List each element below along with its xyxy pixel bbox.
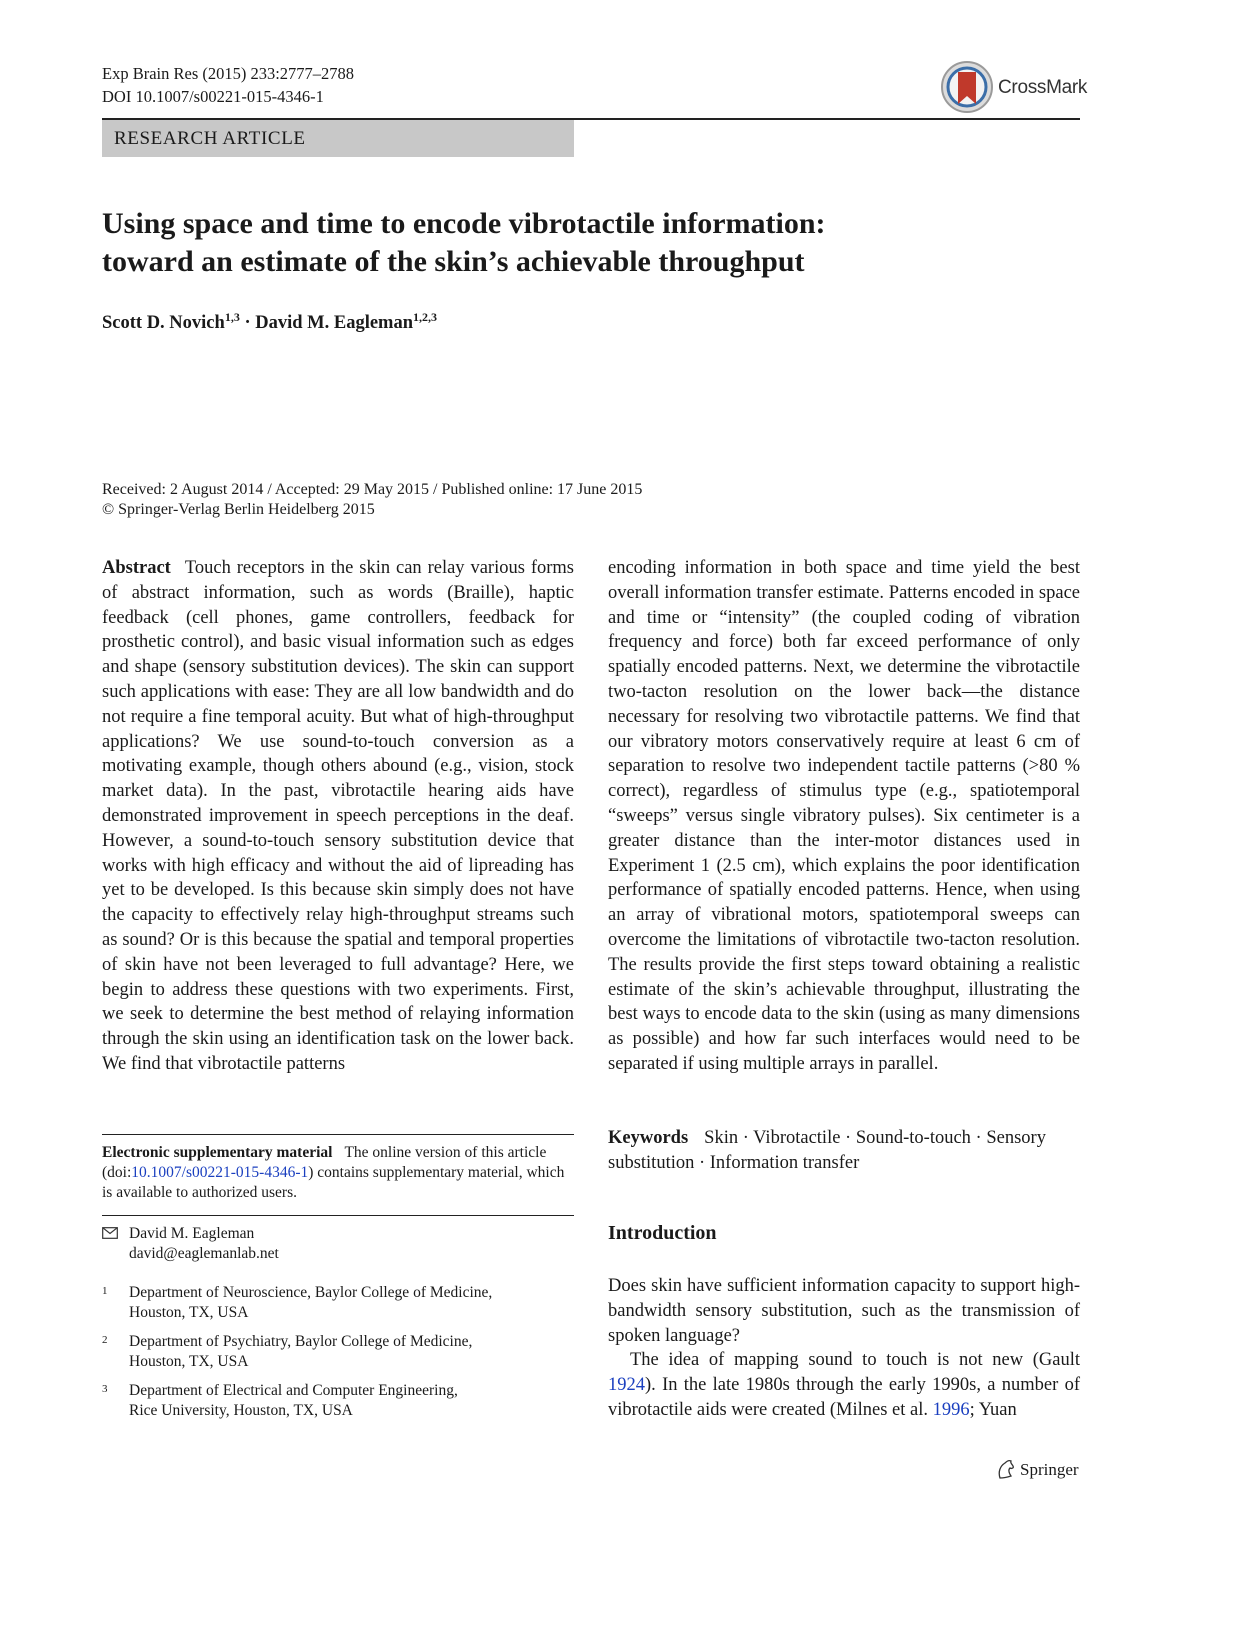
abstract-text-left: Touch receptors in the skin can relay various forms of abstract information, such as words (Braille), haptic feedback (cell phones, game controllers, feedback for prosthetic control), and basic visual information such as edges and shape (sensory substitution devices). The skin can support such applications with ease: They are all low bandwidth and do not require a fine temporal acuity. But what of high-throughput applications? We use sound-to-touch conversion as a motivating example, though others abound (e.g., vision, stock market data). In the past, vibrotactile hearing aids have demonstrated improvement in speech perceptions in the deaf. However, a sound-to-touch sensory substitution device that works with high efficacy and without the aid of lipreading has yet to be developed. Is this because skin simply does not have the capacity to effectively relay high-throughput streams such as sound? Or is this because the spatial and temporal properties of skin have not been leveraged to full advantage? Here, we begin to address these questions with two experiments. First, we seek to determine the best method of relaying information through the skin using an identification task on the lower back. We find that vibrotactile patterns bbox=[102, 558, 574, 1074]
article-title bbox=[102, 205, 1102, 281]
keywords-text: Skin · Vibrotactile · Sound-to-touch · Sensory substitution · Information transfer bbox=[608, 1128, 1046, 1173]
contact-name: David M. Eagleman bbox=[129, 1225, 255, 1242]
introduction-heading: Introduction bbox=[608, 1222, 717, 1244]
envelope-icon bbox=[102, 1227, 118, 1239]
citation-link-milnes[interactable]: 1996 bbox=[932, 1399, 970, 1420]
affiliation-3 bbox=[102, 1381, 574, 1423]
affiliation-line: Department of Electrical and Computer Engineering, bbox=[129, 1382, 458, 1399]
author-list bbox=[102, 310, 437, 334]
citation-link-gault[interactable]: 1924 bbox=[608, 1375, 645, 1396]
author-novich[interactable]: Scott D. Novich bbox=[102, 313, 225, 334]
doi-link[interactable]: 10.1007/s00221-015-4346-1 bbox=[131, 1164, 309, 1181]
intro-text-segment: ; Yuan bbox=[969, 1399, 1017, 1420]
affiliation-1 bbox=[102, 1283, 574, 1325]
affiliation-2 bbox=[102, 1332, 574, 1374]
affiliation-number: 3 bbox=[102, 1383, 108, 1395]
esm-text: ) contains supplementary material, which is available to authorized users. bbox=[102, 1164, 565, 1201]
contact-details bbox=[129, 1224, 279, 1264]
affiliation-line: Department of Psychiatry, Baylor College of Medicine, bbox=[129, 1333, 473, 1350]
author-separator: · bbox=[239, 313, 256, 334]
affiliation-line: Houston, TX, USA bbox=[129, 1353, 249, 1370]
publication-dates bbox=[102, 480, 642, 520]
intro-text-segment: The idea of mapping sound to touch is not new (Gault bbox=[630, 1350, 1080, 1371]
corresponding-author bbox=[102, 1224, 574, 1266]
author-eagleman[interactable]: David M. Eagleman bbox=[255, 313, 413, 334]
contact-email[interactable]: david@eaglemanlab.net bbox=[129, 1245, 279, 1262]
esm-text: The online version of this article (doi: bbox=[102, 1144, 547, 1181]
copyright-line: © Springer-Verlag Berlin Heidelberg 2015 bbox=[102, 501, 375, 518]
keywords-heading: Keywords bbox=[608, 1128, 689, 1148]
keywords bbox=[608, 1126, 1080, 1176]
crossmark-badge[interactable] bbox=[940, 60, 1088, 112]
abstract-heading: Abstract bbox=[102, 558, 171, 578]
crossmark-label: CrossMark bbox=[998, 77, 1088, 98]
author-affiliation-marks: 1,2,3 bbox=[413, 310, 437, 324]
footnote-rule bbox=[102, 1134, 574, 1135]
journal-citation bbox=[102, 62, 354, 108]
esm-heading: Electronic supplementary material bbox=[102, 1144, 333, 1161]
doi-line: DOI 10.1007/s00221-015-4346-1 bbox=[102, 87, 324, 106]
publisher-name: Springer bbox=[1020, 1460, 1079, 1479]
crossmark-icon bbox=[940, 60, 994, 114]
journal-reference: Exp Brain Res (2015) 233:2777–2788 bbox=[102, 64, 355, 83]
affiliation-line: Houston, TX, USA bbox=[129, 1304, 249, 1321]
history-dates: Received: 2 August 2014 / Accepted: 29 May 2015 / Published online: 17 June 2015 bbox=[102, 481, 643, 498]
affiliation-line: Department of Neuroscience, Baylor College of Medicine, bbox=[129, 1284, 493, 1301]
intro-text-segment: ). In the late 1980s through the early 1990s, a number of vibrotactile aids were created (Milnes et al. bbox=[608, 1375, 1080, 1420]
title-line-2: toward an estimate of the skin’s achievable throughput bbox=[102, 245, 805, 278]
article-type-banner: RESEARCH ARTICLE bbox=[102, 120, 574, 157]
supplementary-note bbox=[102, 1143, 574, 1203]
abstract-left-column bbox=[102, 556, 574, 1077]
abstract-right-column bbox=[608, 556, 1080, 1077]
footnote-rule bbox=[102, 1215, 574, 1216]
affiliation-number: 2 bbox=[102, 1334, 108, 1346]
introduction-text bbox=[608, 1274, 1080, 1423]
abstract-text-right: encoding information in both space and time yield the best overall information transfer estimate. Patterns encoded in space and time or “intensity” (the coupled coding of vibration frequency and force) both far exceed performance of only spatially encoded patterns. Next, we determine the vibrotactile two-tacton resolution on the lower back—the distance necessary for resolving two vibrotactile patterns. We find that our vibratory motors conservatively require at least 6 cm of separation to resolve two independent tactile patterns (>80 % correct), regardless of stimulus type (e.g., spatiotemporal “sweeps” versus single vibratory pulses). Six centimeter is a greater distance than the inter-motor distances used in Experiment 1 (2.5 cm), which explains the poor identification performance of spatially encoded patterns. Hence, when using an array of vibrational motors, spatiotemporal sweeps can overcome the limitations of vibrotactile two-tacton resolution. The results provide the first steps toward obtaining a realistic estimate of the skin’s achievable throughput, illustrating the best ways to encode data to the skin (using as many dimensions as possible) and how far such interfaces would need to be separated if using multiple arrays in parallel. bbox=[608, 558, 1080, 1074]
springer-horse-icon bbox=[996, 1458, 1016, 1480]
affiliation-number: 1 bbox=[102, 1285, 108, 1297]
title-line-1: Using space and time to encode vibrotactile information: bbox=[102, 207, 826, 240]
affiliation-line: Rice University, Houston, TX, USA bbox=[129, 1402, 353, 1419]
author-affiliation-marks: 1,3 bbox=[224, 310, 240, 324]
intro-paragraph-1: Does skin have sufficient information capacity to support high-bandwidth sensory substitution, such as the transmission of spoken language? bbox=[608, 1276, 1080, 1346]
publisher-logo bbox=[996, 1458, 1086, 1482]
intro-paragraph-2 bbox=[608, 1348, 1080, 1422]
